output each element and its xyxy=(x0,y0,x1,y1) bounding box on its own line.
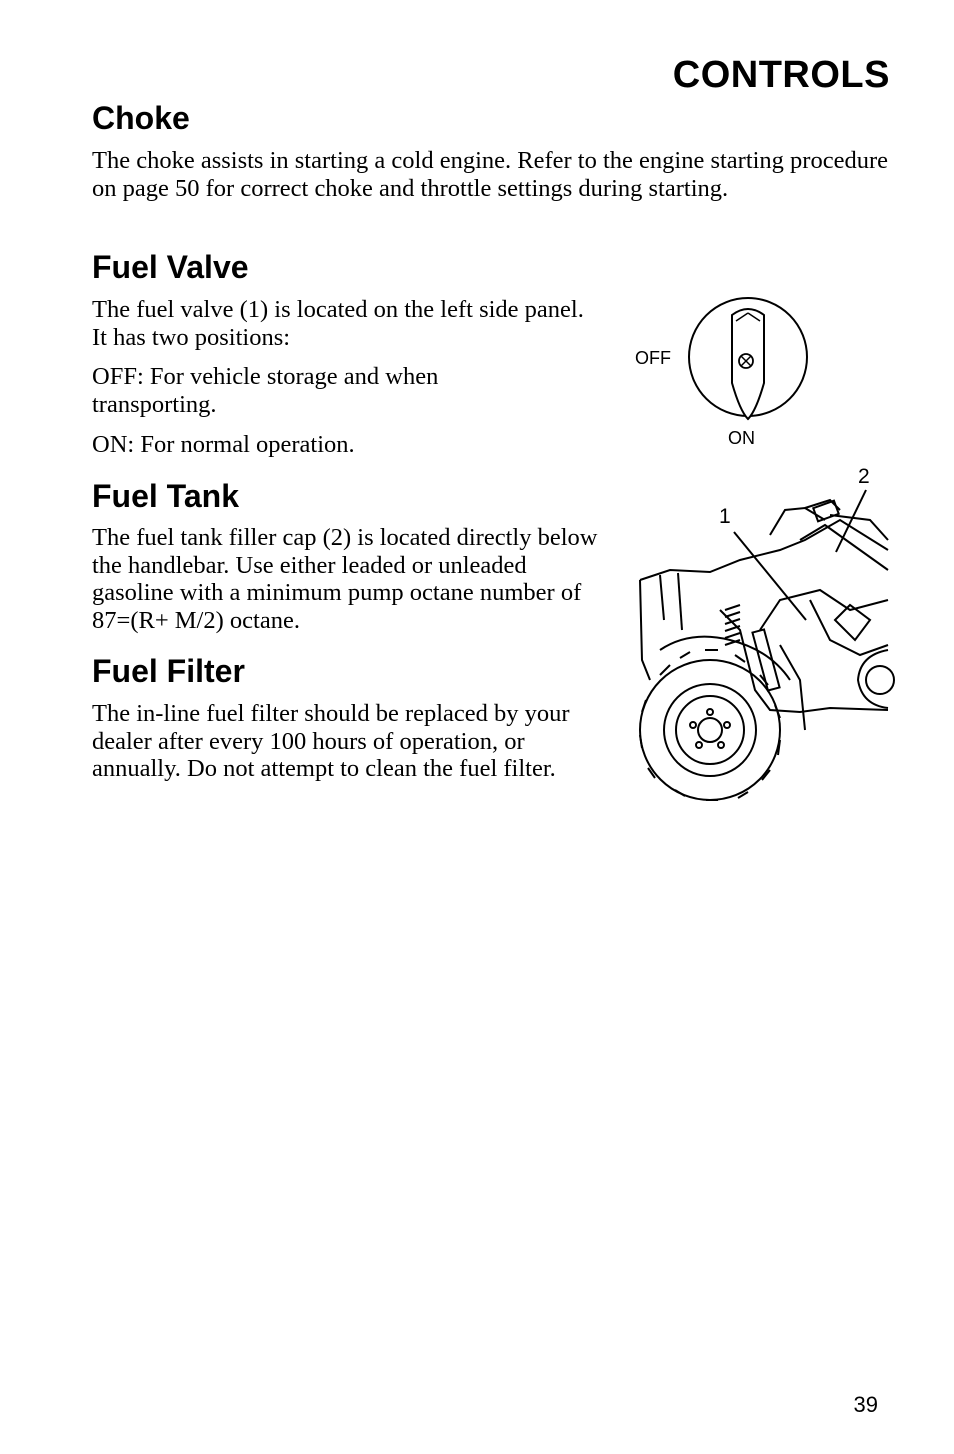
page-number: 39 xyxy=(853,1392,878,1417)
atv-illustration xyxy=(630,480,890,810)
fuel-valve-off-paragraph: OFF: For vehicle storage and when transporting. xyxy=(92,363,439,418)
atv-callout-1: 1 xyxy=(719,505,731,528)
fuel-tank-paragraph: The fuel tank filler cap (2) is located directly below the handlebar. Use either leaded or unleaded gasoline with a minimum pump octane number of 87=(R+ M/2) octane. xyxy=(92,524,598,634)
fuel-valve-heading: Fuel Valve xyxy=(92,249,249,285)
fuel-tank-heading: Fuel Tank xyxy=(92,478,239,514)
dial-on-label: ON xyxy=(728,428,755,448)
choke-heading: Choke xyxy=(92,100,190,136)
fuel-valve-paragraph: The fuel valve (1) is located on the left side panel. It has two positions: xyxy=(92,296,584,351)
choke-paragraph: The choke assists in starting a cold engine. Refer to the engine starting procedure on page 50 for correct choke and throttle settings during starting. xyxy=(92,147,888,202)
fuel-filter-paragraph: The in-line fuel filter should be replaced by your dealer after every 100 hours of operation, or annually. Do not attempt to clean the fuel filter. xyxy=(92,700,570,782)
atv-callout-2: 2 xyxy=(858,465,870,488)
fuel-valve-on-paragraph: ON: For normal operation. xyxy=(92,431,355,458)
fuel-filter-heading: Fuel Filter xyxy=(92,653,245,689)
page-header-title: CONTROLS xyxy=(672,54,890,96)
fuel-valve-dial-figure xyxy=(680,295,820,425)
dial-off-label: OFF xyxy=(635,348,671,368)
